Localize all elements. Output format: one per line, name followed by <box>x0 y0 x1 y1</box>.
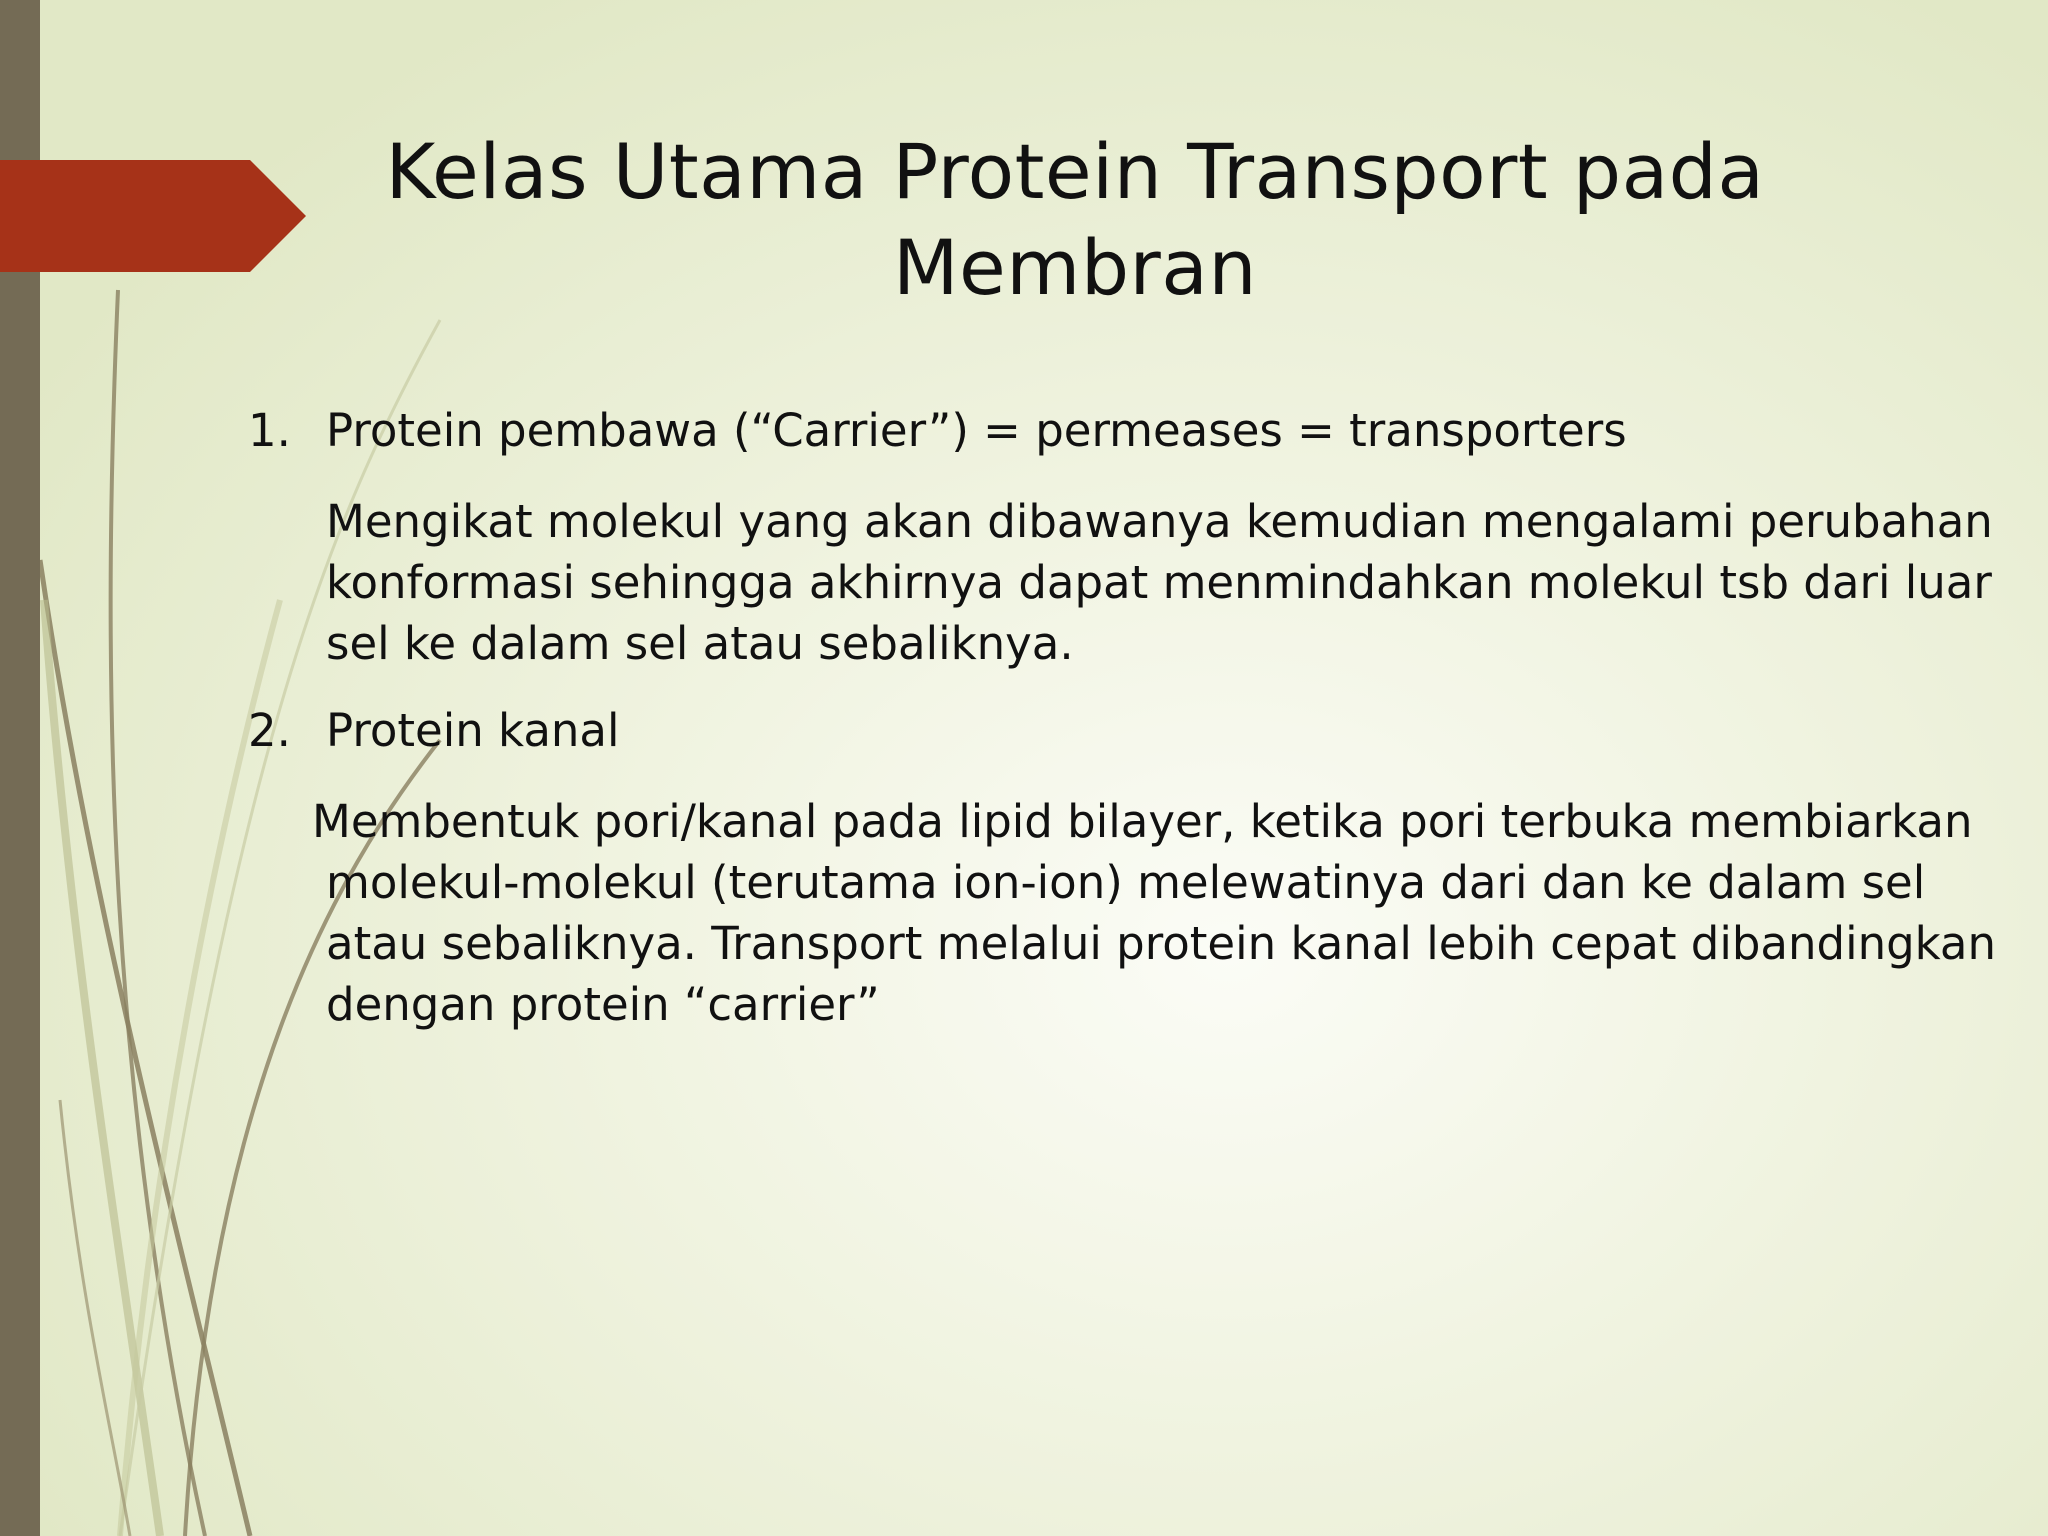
list-item-1-heading-text: Protein pembawa (“Carrier”) = permeases = transporters <box>326 404 1627 457</box>
list-item-2-heading <box>248 700 2008 761</box>
slide-title: Kelas Utama Protein Transport pada Membran <box>385 127 1765 312</box>
title-arrow-tab <box>0 160 306 272</box>
list-item-1-heading <box>248 400 2008 461</box>
content-list <box>248 400 2008 1035</box>
list-item-1-number: 1. <box>248 404 291 457</box>
list-item-2-number: 2. <box>248 704 291 757</box>
list-item-2-heading-text: Protein kanal <box>326 704 620 757</box>
list-item-1-body: Mengikat molekul yang akan dibawanya kemudian mengalami perubahan konformasi sehingga akhirnya dapat menmindahkan molekul tsb dari luar sel ke dalam sel atau sebaliknya. <box>326 495 1993 670</box>
list-item-2-body: Membentuk pori/kanal pada lipid bilayer, ketika pori terbuka membiarkan molekul-molekul (terutama ion-ion) melewatinya dari dan ke dalam sel atau sebaliknya. Transport melalui protein kanal lebih cepat dibandingkan dengan protein “carrier” <box>312 795 1997 1031</box>
